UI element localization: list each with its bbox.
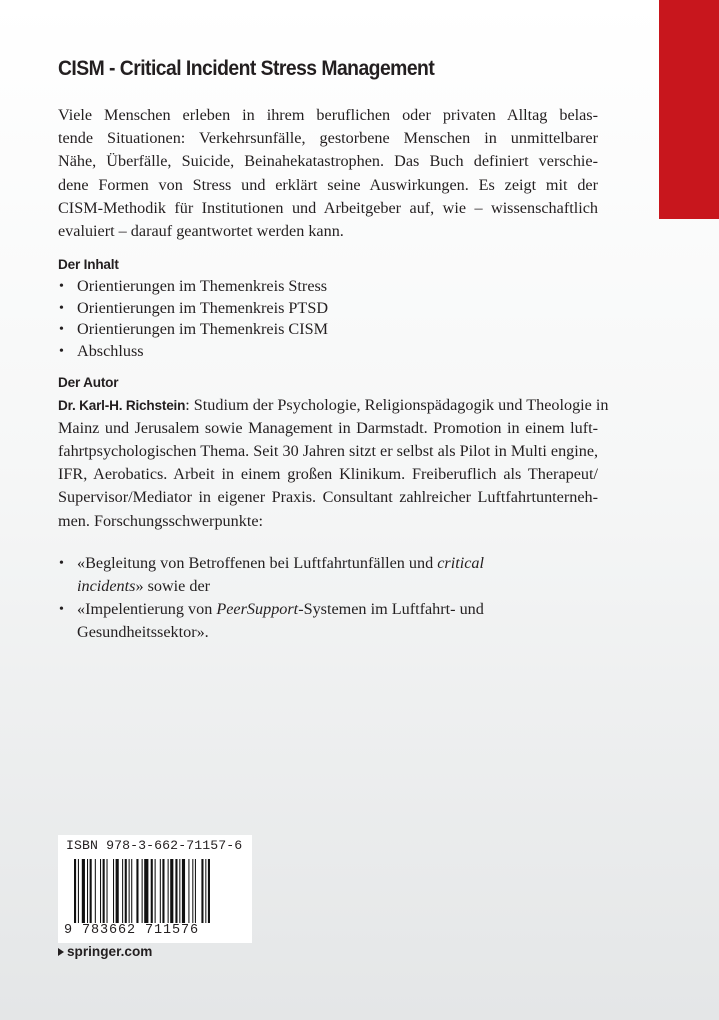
contents-heading: Der Inhalt	[58, 257, 119, 273]
isbn-barcode	[58, 835, 252, 943]
list-item	[58, 598, 598, 644]
intro-line: CISM-Methodik für Institutionen und Arbeitgeber auf, wie – wissenschaftlich	[58, 198, 598, 217]
list-item	[58, 276, 598, 298]
author-bio	[58, 394, 609, 533]
list-item	[58, 319, 598, 341]
list-item	[58, 341, 598, 363]
intro-paragraph	[58, 104, 598, 243]
bio-line: IFR, Aerobatics. Arbeit in einem großen Klinikum. Freiberuflich als Therapeut/	[58, 465, 598, 484]
focus-text: «Impelentierung von	[77, 600, 217, 619]
focus-text: » sowie der	[135, 577, 211, 596]
focus-text: «Begleitung von Betroffenen bei Luftfahrtunfällen und	[77, 553, 438, 572]
author-heading: Der Autor	[58, 374, 119, 390]
list-item	[58, 298, 598, 320]
list-item-text: Orientierungen im Themenkreis PTSD	[77, 298, 329, 317]
intro-line: evaluiert – darauf geantwortet werden kann.	[58, 222, 344, 241]
bullet-icon: •	[59, 300, 64, 316]
list-item-text: Orientierungen im Themenkreis CISM	[77, 320, 329, 339]
publisher-link[interactable]	[58, 944, 152, 959]
bullet-icon: •	[59, 555, 64, 571]
intro-line: Viele Menschen erleben in ihrem beruflichen oder privaten Alltag belas-	[58, 106, 598, 124]
bio-line: men. Forschungsschwerpunkte:	[58, 511, 264, 530]
list-item-text: Orientierungen im Themenkreis Stress	[77, 277, 328, 296]
intro-line: tende Situationen: Verkehrsunfälle, gestorbene Menschen in unmittelbarer	[58, 129, 598, 148]
intro-line: dene Formen von Stress und erklärt seine Auswirkungen. Es zeigt mit der	[58, 175, 598, 194]
isbn-label: ISBN 978-3-662-71157-6	[66, 838, 243, 853]
list-item	[58, 552, 598, 598]
book-title: CISM - Critical Incident Stress Management	[58, 56, 435, 80]
barcode-icon	[74, 859, 246, 923]
arrow-right-icon	[58, 948, 64, 956]
bullet-icon: •	[59, 344, 64, 359]
focus-italic: PeerSupport	[216, 600, 299, 619]
back-cover-content	[58, 54, 609, 645]
bio-line: Mainz und Jerusalem sowie Management in Darmstadt. Promotion in einem luft-	[58, 418, 598, 437]
red-accent-band	[659, 0, 719, 219]
bio-line: fahrtpsychologischen Thema. Seit 30 Jahren sitzt er selbst als Pilot in Multi engine,	[58, 442, 599, 460]
intro-line: Nähe, Überfälle, Suicide, Beinahekatastrophen. Das Buch definiert verschie-	[58, 152, 598, 171]
focus-italic: incidents	[77, 577, 136, 596]
research-focus-list	[58, 552, 598, 645]
contents-list	[58, 276, 598, 362]
publisher-url: springer.com	[67, 944, 153, 959]
bullet-icon: •	[59, 322, 64, 338]
focus-italic: critical	[437, 553, 484, 572]
bio-line	[58, 394, 609, 417]
focus-text: Gesundheitssektor».	[77, 623, 209, 642]
bullet-icon: •	[59, 279, 64, 295]
bio-text: : Studium der Psychologie, Religionspädagogik und Theologie in	[185, 395, 609, 414]
author-name: Dr. Karl-H. Richstein	[58, 397, 186, 413]
bullet-icon: •	[59, 602, 64, 618]
list-item-text: Abschluss	[77, 342, 144, 360]
bio-line: Supervisor/Mediator in eigener Praxis. Consultant zahlreicher Luftfahrtunterneh-	[58, 488, 598, 507]
ean-digits: 9 783662 711576	[64, 923, 200, 938]
focus-text: -Systemen im Luftfahrt- und	[298, 600, 484, 619]
